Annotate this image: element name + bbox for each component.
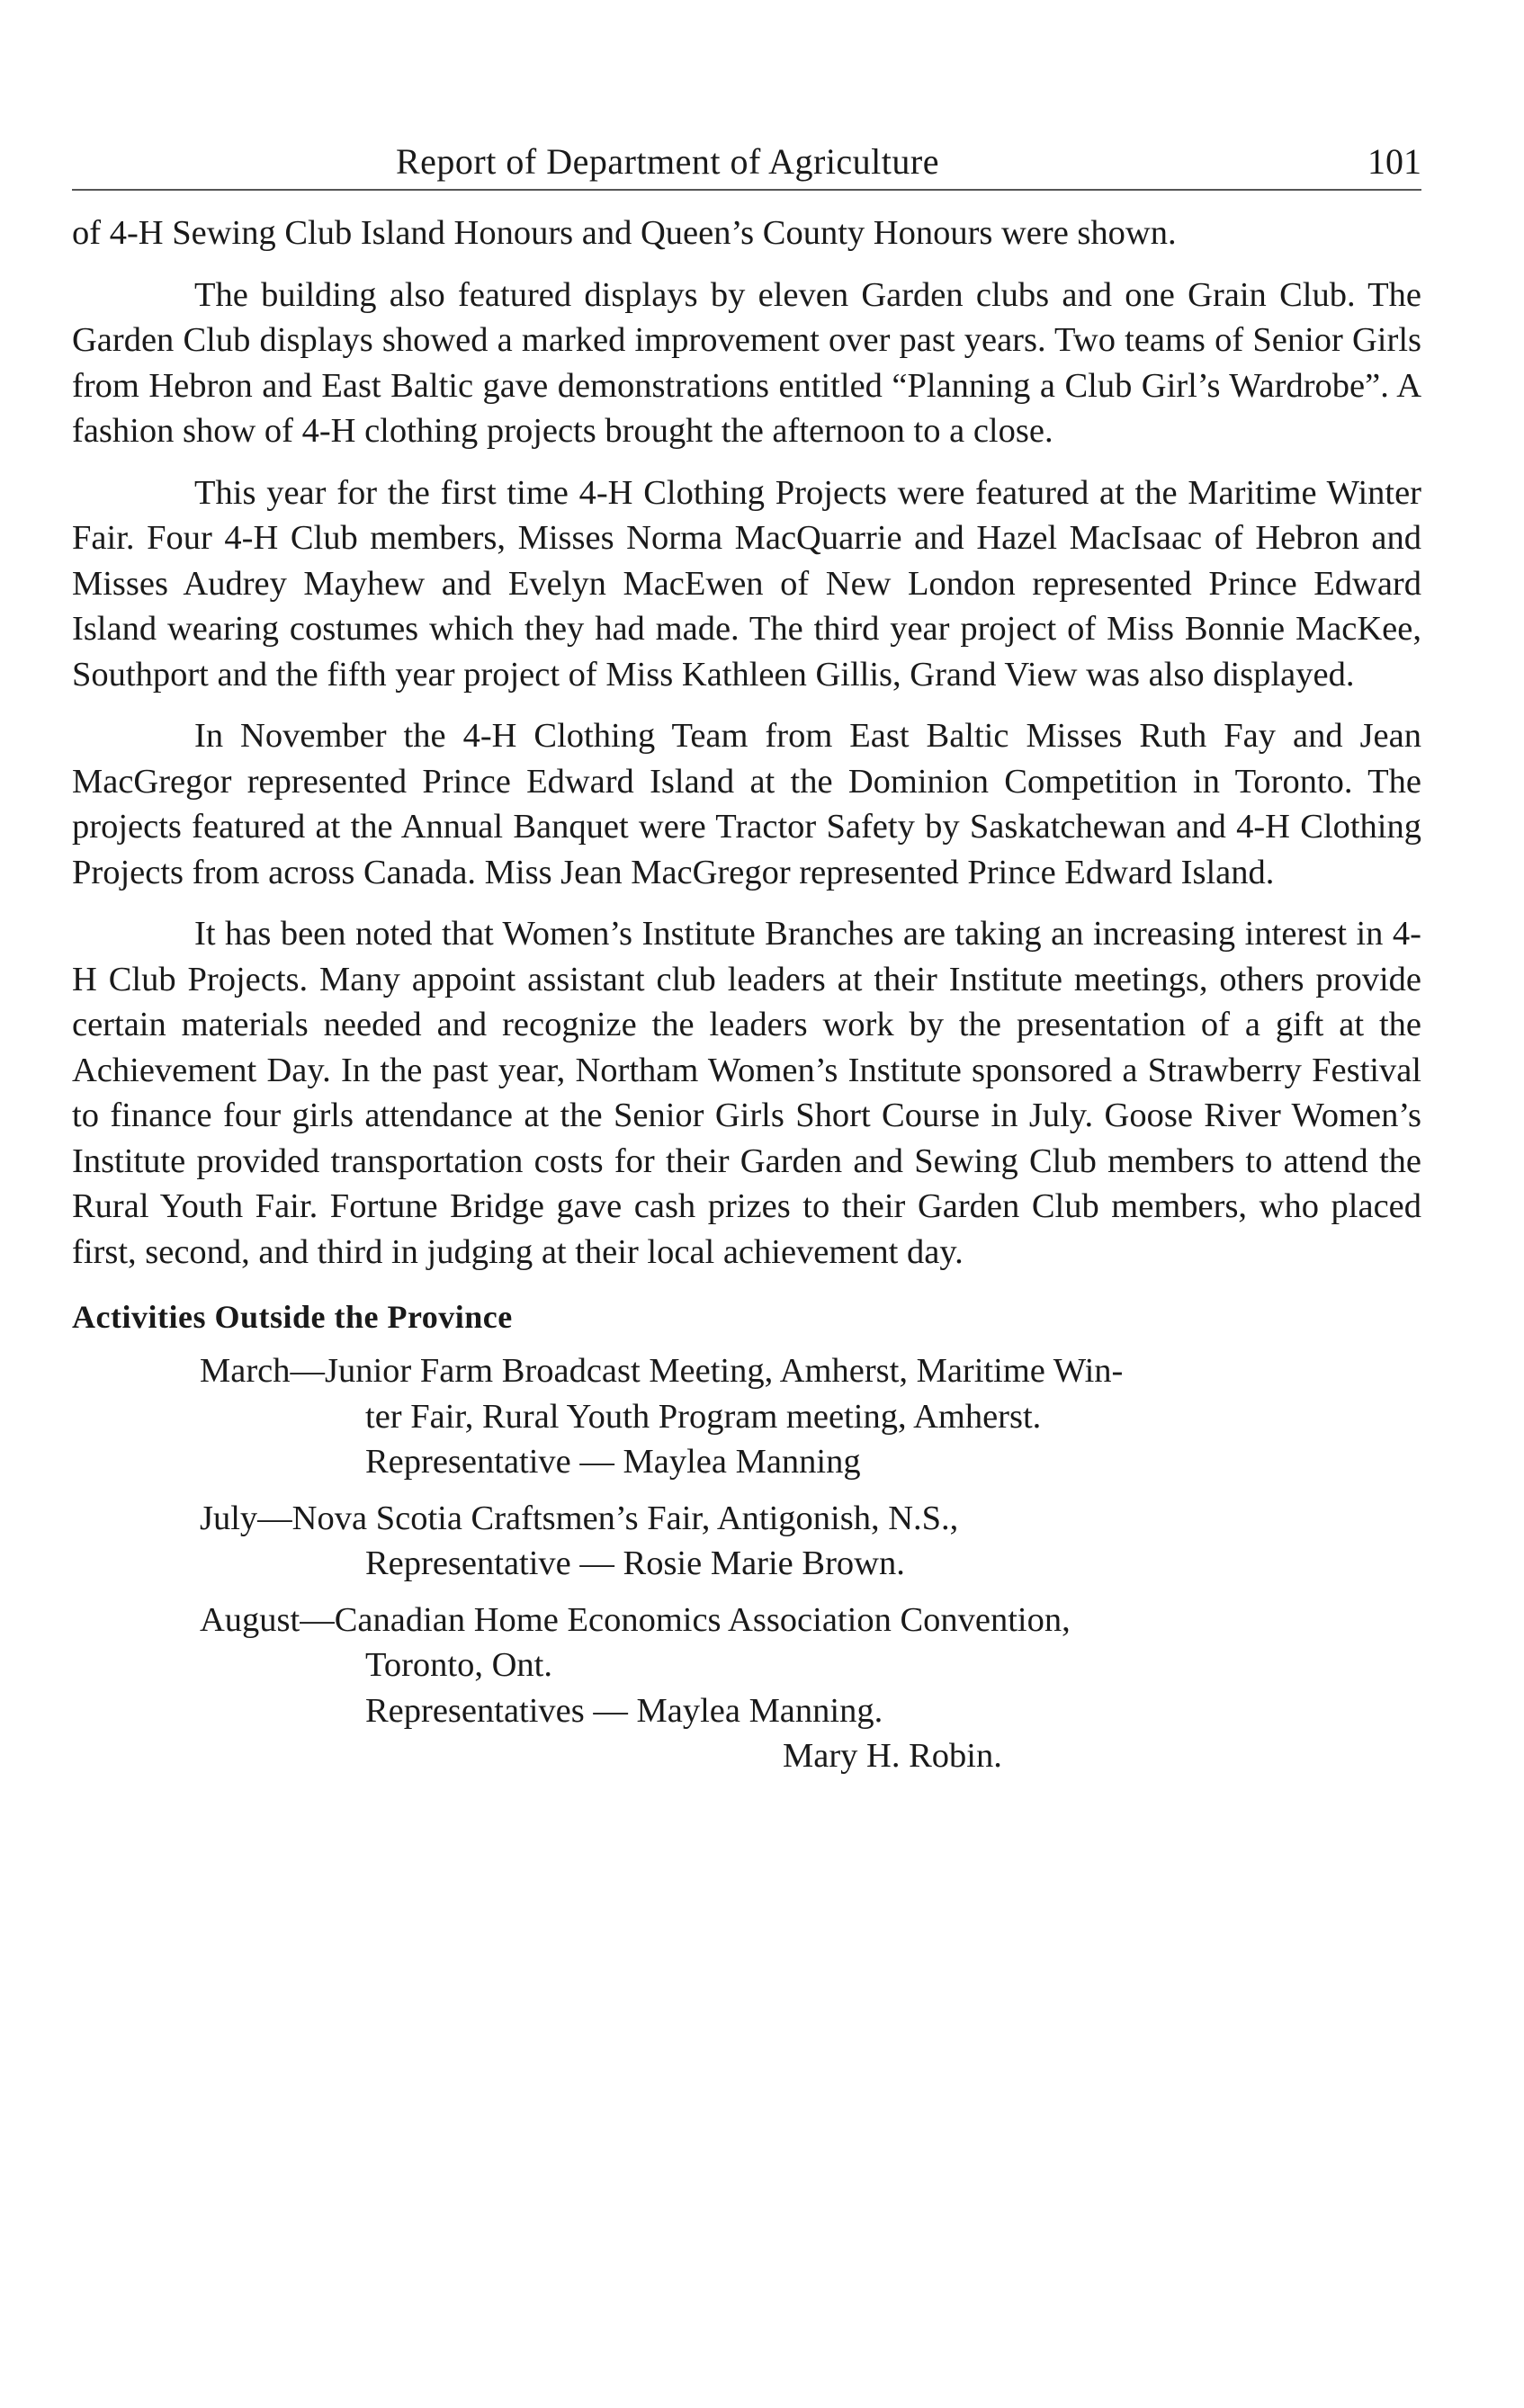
activity-representative: Representatives — Maylea Manning.	[365, 1691, 883, 1730]
document-page	[72, 135, 1421, 1790]
activity-representative: Mary H. Robin.	[783, 1737, 1002, 1775]
activity-representative: Representative — Rosie Marie Brown.	[365, 1544, 905, 1582]
page-number: 101	[1367, 141, 1421, 182]
activity-line: ter Fair, Rural Youth Program meeting, Amherst.	[365, 1397, 1042, 1436]
body-text	[72, 210, 1421, 1275]
activity-entry-august	[200, 1598, 1421, 1779]
paragraph: of 4-H Sewing Club Island Honours and Queen’s County Honours were shown.	[72, 214, 1177, 252]
section-heading: Activities Outside the Province	[72, 1299, 513, 1335]
running-head	[72, 135, 1421, 191]
paragraph: This year for the first time 4-H Clothing Projects were featured at the Maritime Winter Fair. Four 4-H Club members, Misses Norma MacQuarrie and Hazel MacIsaac of Hebron and Misses Audrey Mayhew and Evelyn MacEwen of New London represented Prince Edward Island wearing costumes which they had made. The third year project of Miss Bonnie MacKee, Southport and the fifth year project of Miss Kathleen Gillis, Grand View was also displayed.	[72, 473, 1421, 694]
activity-line: July—Nova Scotia Craftsmen’s Fair, Antigonish, N.S.,	[200, 1499, 959, 1537]
running-head-title: Report of Department of Agriculture	[396, 141, 939, 182]
activity-line: August—Canadian Home Economics Association Convention,	[200, 1600, 1071, 1639]
activity-entry-march	[200, 1348, 1421, 1485]
activity-line: March—Junior Farm Broadcast Meeting, Amherst, Maritime Win-	[200, 1352, 1124, 1390]
activity-line: Toronto, Ont.	[365, 1646, 552, 1684]
paragraph: The building also featured displays by eleven Garden clubs and one Grain Club. The Garden Club displays showed a marked improvement over past years. Two teams of Senior Girls from Hebron and East Baltic gave demonstrations entitled “Planning a Club Girl’s Wardrobe”. A fashion show of 4-H clothing projects brought the afternoon to a close.	[72, 275, 1421, 450]
paragraph: It has been noted that Women’s Institute Branches are taking an increasing interest in 4-H Club Projects. Many appoint assistant club leaders at their Institute meetings, others provide certain materials needed and recognize the leaders work by the presentation of a gift at the Achievement Day. In the past year, Northam Women’s Institute sponsored a Strawberry Festival to finance four girls attendance at the Senior Girls Short Course in July. Goose River Women’s Institute provided transportation costs for their Garden and Sewing Club members to attend the Rural Youth Fair. Fortune Bridge gave cash prizes to their Garden Club members, who placed first, second, and third in judging at their local achievement day.	[72, 915, 1421, 1271]
activity-representative: Representative — Maylea Manning	[365, 1443, 861, 1481]
activity-entry-july	[200, 1496, 1421, 1587]
paragraph: In November the 4-H Clothing Team from East Baltic Misses Ruth Fay and Jean MacGregor represented Prince Edward Island at the Dominion Competition in Toronto. The projects featured at the Annual Banquet were Tractor Safety by Saskatchewan and 4-H Clothing Projects from across Canada. Miss Jean MacGregor represented Prince Edward Island.	[72, 717, 1421, 891]
